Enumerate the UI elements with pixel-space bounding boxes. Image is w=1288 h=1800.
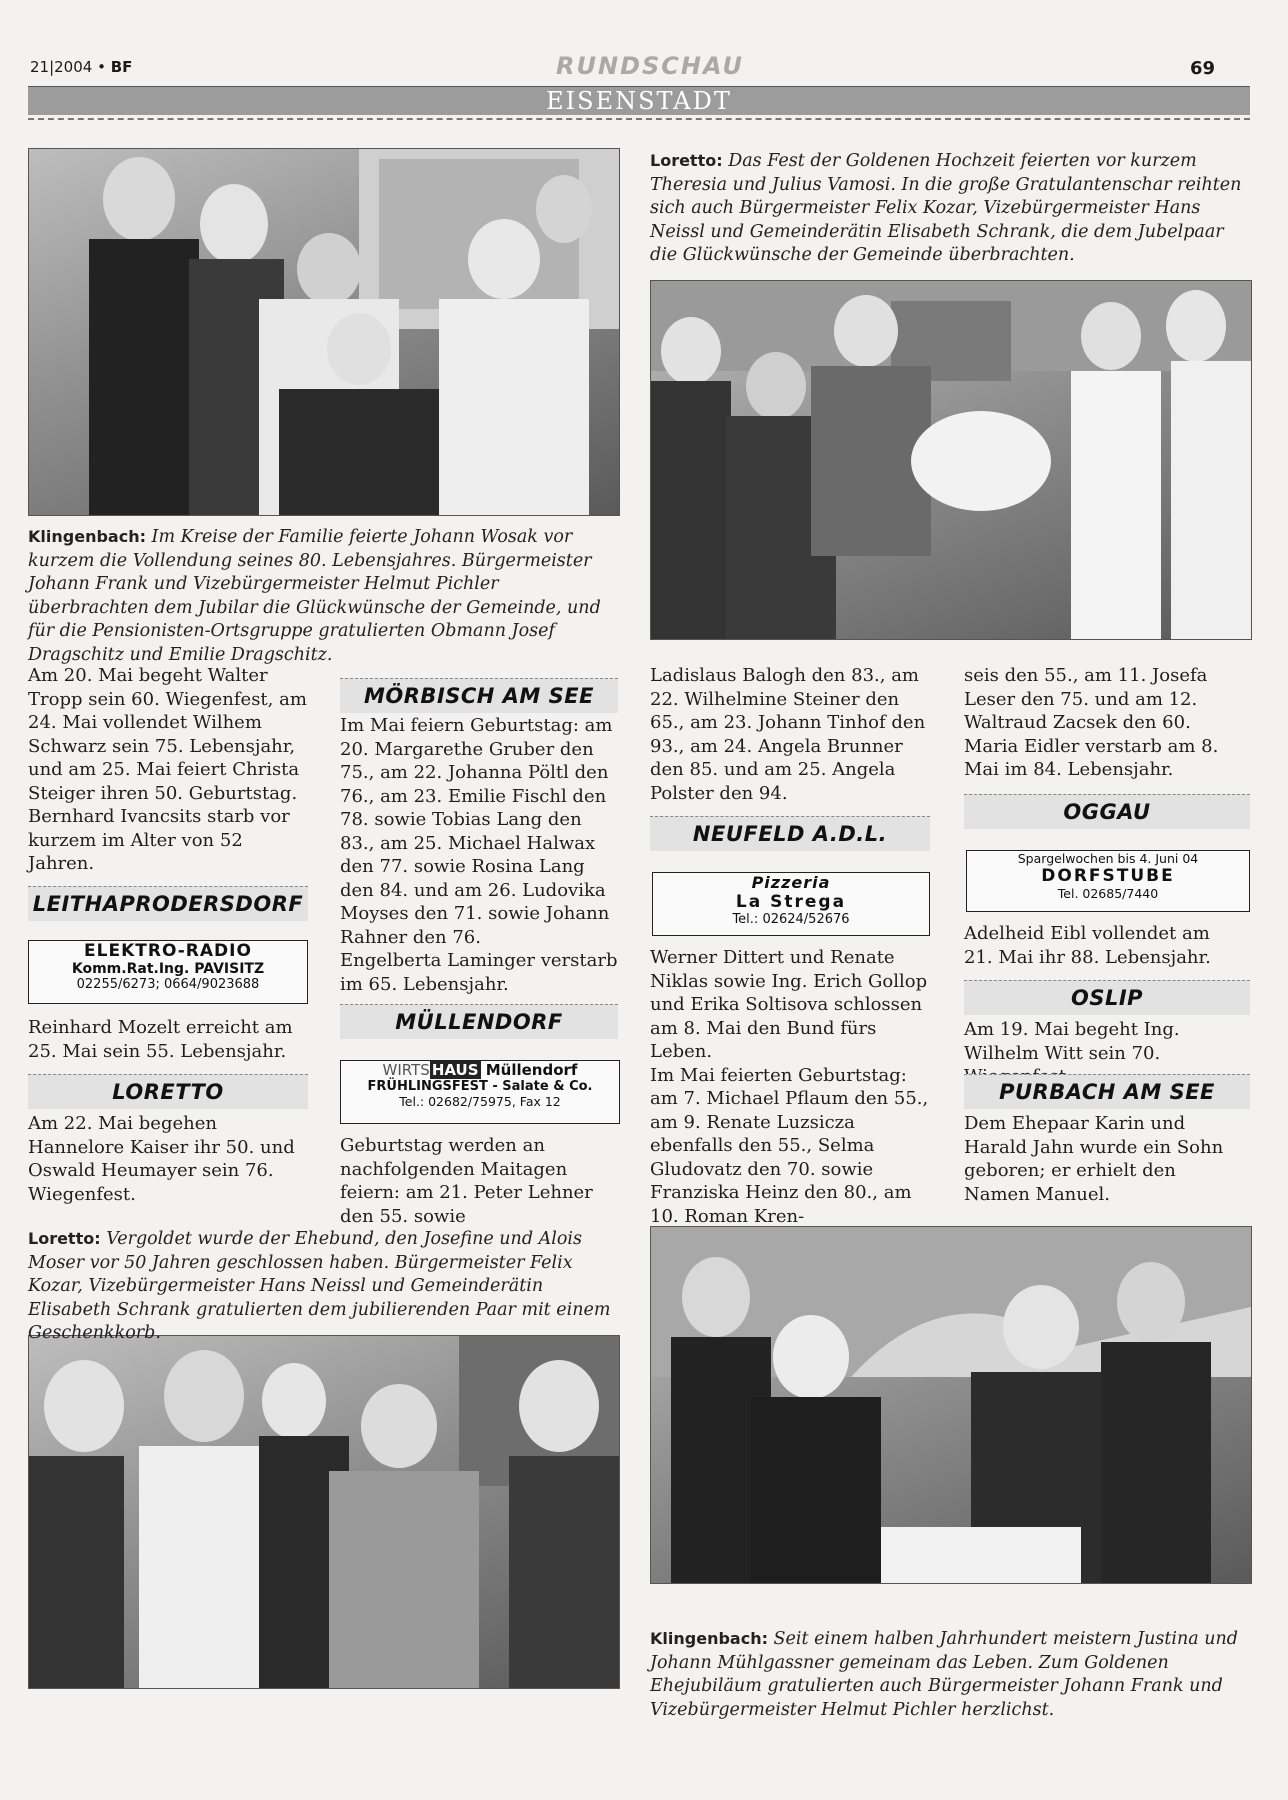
issue-line [30,58,132,76]
column-2-moerbisch [340,714,620,996]
page-number: 69 [1190,58,1216,79]
article-text: Im Mai feierten Geburtstag: am 7. Michael Pflaum den 55., am 9. Renate Luzsicza ebenfalls den 55., Selma Gludovatz den 70. sowie Franziska Heinz den 80., am 10. Roman Kren- [650,1064,929,1227]
heading-oslip: OSLIP [964,980,1250,1015]
caption-place: Loretto: [650,151,723,170]
article-text: Am 22. Mai begehen Hannelore Kaiser ihr 50. und Oswald Heumayer sein 76. Wiegenfest. [28,1113,295,1205]
photo-loretto-vamosi [650,280,1252,640]
heading-oggau: OGGAU [964,794,1250,829]
article-text: Werner Dittert und Renate Niklas sowie Ing. Erich Gollop und Erika Soltisova schlossen am 8. Mai den Bund fürs Leben. [650,947,928,1062]
column-4-purbach [964,1112,1244,1206]
column-3-neufeld [650,946,930,1228]
article-text: Ladislaus Balogh den 83., am 22. Wilhelmine Steiner den 65., am 23. Johann Tinhof den 93., am 24. Angela Brunner den 85. und am 25. Angela Polster den 94. [650,665,926,804]
heading-loretto: LORETTO [28,1074,308,1109]
ad-event: FRÜHLINGSFEST - Salate & Co. [367,1079,593,1094]
caption-place: Klingenbach: [650,1629,768,1648]
photo-klingenbach-wosak [28,148,620,516]
caption-loretto-vamosi [650,150,1250,268]
column-1-leitha-text [28,1016,308,1063]
column-2-muellendorf-text [340,1134,620,1228]
ad-title: ELEKTRO-RADIO [84,941,252,961]
caption-place: Klingenbach: [28,527,146,546]
caption-klingenbach-muehlgassner [650,1628,1250,1722]
ad-title-part: HAUS [431,1061,479,1079]
ad-name: La Strega [735,892,847,912]
header-divider [28,118,1250,120]
issue-bullet: • [97,58,106,76]
ad-phone: Tel. 02685/7440 [1057,886,1159,901]
caption-text: Seit einem halben Jahrhundert meistern Justina und Johann Mühlgassner gemeinam das Leben. Zum Goldenen Ehejubiläum gratulierten auch Bürgermeister Johann Frank und Vizebürgermeister Helmut Pichler herzlichst. [650,1629,1238,1720]
heading-muellendorf: MÜLLENDORF [340,1004,618,1039]
issue-number: 21|2004 [30,58,93,76]
ad-note: Spargelwochen bis 4. Juni 04 [1017,851,1199,866]
article-text: Dem Ehepaar Karin und Harald Jahn wurde ein Sohn geboren; er erhielt den Namen Manuel. [964,1113,1224,1205]
caption-klingenbach-wosak [28,526,618,667]
heading-leithaprodersdorf: LEITHAPRODERSDORF [28,886,308,921]
ad-phone: 02255/6273; 0664/9023688 [76,977,260,992]
article-text: Adelheid Eibl vollendet am 21. Mai ihr 88. Lebensjahr. [964,923,1211,968]
article-text: seis den 55., am 11. Josefa Leser den 75. und am 12. Waltraud Zacsek den 60. [964,665,1208,733]
heading-purbach: PURBACH AM SEE [964,1074,1250,1109]
ad-title-part: WIRTS [382,1061,430,1079]
rubric-title: RUNDSCHAU [556,52,744,80]
column-4-top [964,664,1244,782]
paper-abbrev: BF [110,58,133,76]
ad-title: Pizzeria [751,873,831,892]
caption-text: Im Kreise der Familie feierte Johann Wosak vor kurzem die Vollendung seines 80. Lebensjahres. Bürgermeister Johann Frank und Vizebürgermeister Helmut Pichler überbrachten dem Jubilar die Glückwünsche der Gemeinde, und für die Pensionisten-Ortsgruppe gratulierten Obmann Josef Dragschitz und Emilie Dragschitz. [28,527,601,665]
ad-phone: Tel.: 02624/52676 [732,912,850,927]
ad-phone: Tel.: 02682/75975, Fax 12 [399,1094,561,1109]
caption-loretto-moser [28,1228,618,1346]
heading-neufeld: NEUFELD A.D.L. [650,816,930,851]
article-text: Engelberta Laminger verstarb im 65. Lebensjahr. [340,950,618,995]
column-3-top [650,664,930,805]
region-band [28,86,1250,115]
article-text: Reinhard Mozelt erreicht am 25. Mai sein 55. Lebensjahr. [28,1017,293,1062]
ad-owner: Komm.Rat.Ing. PAVISITZ [71,961,265,977]
ad-title: DORFSTUBE [1041,866,1175,886]
heading-moerbisch: MÖRBISCH AM SEE [340,678,618,713]
article-text: Am 19. Mai begeht Ing. Wilhelm Witt sein 70. [964,1019,1180,1064]
region-title: EISENSTADT [546,87,732,115]
article-text: Maria Eidler verstarb am 8. Mai im 84. Lebensjahr. [964,735,1219,780]
ad-pizzeria-la-strega [652,872,930,936]
ad-wirtshaus-muellendorf [340,1060,620,1124]
ad-title-part: Müllendorf [480,1061,578,1079]
caption-text: Vergoldet wurde der Ehebund, den Josefine und Alois Moser vor 50 Jahren geschlossen haben. Bürgermeister Felix Kozar, Vizebürgermeister Hans Neissl und Gemeinderätin Elisabeth Schrank gratulierten dem jubilierenden Paar mit einem Geschenkkorb. [28,1229,611,1343]
article-text: Im Mai feiern Geburtstag: am 20. Margarethe Gruber den 75., am 22. Johanna Pöltl den 76., am 23. Emilie Fischl den 78. sowie Tobias Lang den 83., am 25. Michael Halwax den 77. sowie Rosina Lang den 84. und am 26. Ludovika Moyses den 71. sowie Johann Rahner den 76. [340,715,613,948]
caption-text: Das Fest der Goldenen Hochzeit feierten vor kurzem Theresia und Julius Vamosi. In die große Gratulantenschar reihten sich auch Bürgermeister Felix Kozar, Vizebürgermeister Hans Neissl und Gemeinderätin Elisabeth Schrank, die dem Jubelpaar die Glückwünsche der Gemeinde überbrachten. [650,151,1242,265]
ad-elektro-radio [28,940,308,1004]
column-1-loretto-text [28,1112,308,1206]
photo-klingenbach-muehlgassner [650,1226,1252,1584]
article-text: Am 20. Mai begeht Walter Tropp sein 60. Wiegenfest, am 24. Mai vollendet Wilhem Schwarz sein 75. Lebensjahr, und am 25. Mai feiert Christa Steiger ihren 50. Geburtstag. Bernhard Ivancsits starb vor kurzem im Alter von 52 Jahren. [28,665,307,874]
caption-place: Loretto: [28,1229,101,1248]
ad-title [341,1061,619,1079]
photo-loretto-moser [28,1335,620,1689]
column-1-intro [28,664,308,876]
column-4-oggau [964,922,1244,969]
article-text: Geburtstag werden an nachfolgenden Maitagen feiern: am 21. Peter Lehner den 55. sowie [340,1135,593,1227]
ad-dorfstube [966,850,1250,912]
